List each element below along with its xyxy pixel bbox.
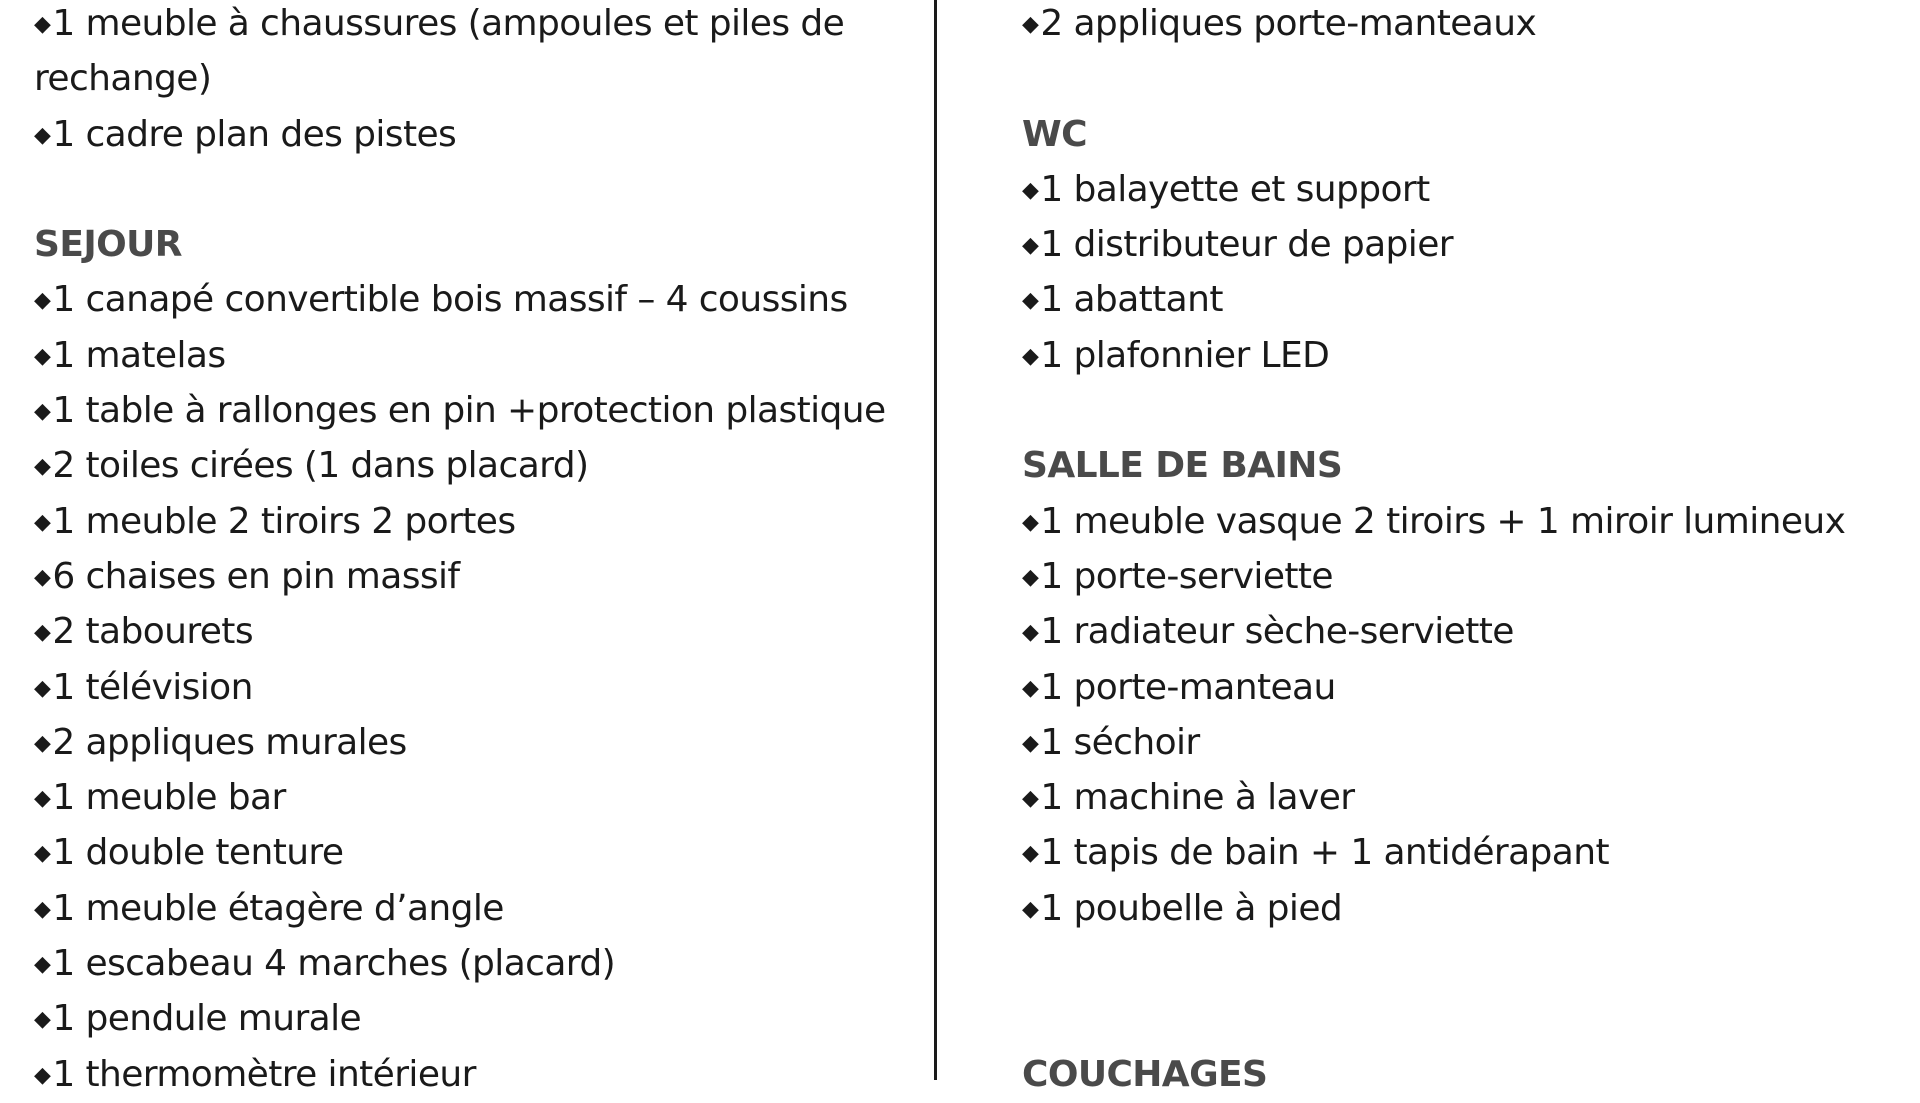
list-item bbox=[1022, 272, 1902, 327]
left-column bbox=[34, 0, 934, 1102]
list-item bbox=[1022, 660, 1902, 715]
bullet-icon: ◆ bbox=[1022, 786, 1039, 812]
list-item-text: 1 plafonnier LED bbox=[1040, 334, 1330, 376]
section-heading bbox=[34, 217, 934, 272]
list-item-text: 1 thermomètre intérieur bbox=[52, 1053, 476, 1095]
list-item-text: 1 meuble étagère d’angle bbox=[52, 887, 504, 929]
list-item-text: 1 meuble bar bbox=[52, 777, 286, 819]
list-item-text: 1 balayette et support bbox=[1040, 168, 1430, 210]
list-item-text: 1 porte-manteau bbox=[1040, 666, 1336, 708]
bullet-icon: ◆ bbox=[34, 952, 51, 978]
spacer bbox=[1022, 51, 1902, 106]
bullet-icon: ◆ bbox=[34, 896, 51, 922]
list-item bbox=[34, 991, 934, 1046]
list-item bbox=[34, 936, 934, 991]
list-item bbox=[34, 494, 934, 549]
list-item bbox=[34, 825, 934, 880]
section-heading bbox=[1022, 107, 1902, 162]
list-item bbox=[1022, 770, 1902, 825]
bullet-icon: ◆ bbox=[1022, 730, 1039, 756]
list-item bbox=[34, 328, 934, 383]
bullet-icon: ◆ bbox=[34, 122, 51, 148]
list-item bbox=[34, 1047, 934, 1102]
list-item bbox=[1022, 549, 1902, 604]
list-item bbox=[34, 715, 934, 770]
list-item-text: 1 porte-serviette bbox=[1040, 555, 1333, 597]
bullet-icon: ◆ bbox=[34, 454, 51, 480]
list-item bbox=[1022, 494, 1902, 549]
bullet-icon: ◆ bbox=[34, 343, 51, 369]
bullet-icon: ◆ bbox=[1022, 564, 1039, 590]
bullet-icon: ◆ bbox=[1022, 620, 1039, 646]
list-item-text: 1 cadre plan des pistes bbox=[52, 113, 457, 155]
list-item bbox=[1022, 715, 1902, 770]
list-item bbox=[1022, 881, 1902, 936]
list-item bbox=[1022, 825, 1902, 880]
bullet-icon: ◆ bbox=[1022, 675, 1039, 701]
list-item-text: 1 machine à laver bbox=[1040, 777, 1355, 819]
list-item bbox=[1022, 328, 1902, 383]
list-item-text: 1 séchoir bbox=[1040, 721, 1200, 763]
list-item-text: 1 distributeur de papier bbox=[1040, 224, 1453, 266]
bullet-icon: ◆ bbox=[34, 12, 51, 37]
list-item-text: 1 abattant bbox=[1040, 279, 1223, 321]
list-item-text: 2 toiles cirées (1 dans placard) bbox=[52, 445, 589, 487]
list-item-text: 1 matelas bbox=[52, 334, 226, 376]
column-divider bbox=[934, 0, 937, 1080]
right-column bbox=[1022, 0, 1902, 1102]
list-item bbox=[34, 660, 934, 715]
list-item-text: 1 meuble vasque 2 tiroirs + 1 miroir lumineux bbox=[1040, 500, 1846, 542]
list-item-text: 6 chaises en pin massif bbox=[52, 555, 460, 597]
spacer bbox=[34, 162, 934, 217]
bullet-icon: ◆ bbox=[34, 841, 51, 867]
bullet-icon: ◆ bbox=[1022, 509, 1039, 535]
list-item bbox=[34, 0, 934, 51]
bullet-icon: ◆ bbox=[34, 675, 51, 701]
bullet-icon: ◆ bbox=[34, 288, 51, 314]
list-item-text: 1 télévision bbox=[52, 666, 253, 708]
section-heading-text: COUCHAGES bbox=[1022, 1053, 1268, 1095]
list-item-text: 1 radiateur sèche-serviette bbox=[1040, 611, 1514, 653]
list-item bbox=[34, 107, 934, 162]
bullet-icon: ◆ bbox=[34, 620, 51, 646]
list-item bbox=[34, 881, 934, 936]
list-item-text: 1 canapé convertible bois massif – 4 coussins bbox=[52, 279, 848, 321]
bullet-icon: ◆ bbox=[34, 1062, 51, 1088]
bullet-icon: ◆ bbox=[34, 786, 51, 812]
section-heading bbox=[1022, 438, 1902, 493]
bullet-icon: ◆ bbox=[34, 730, 51, 756]
list-item-text: 2 tabourets bbox=[52, 611, 253, 653]
bullet-icon: ◆ bbox=[34, 509, 51, 535]
list-item-text: 1 tapis de bain + 1 antidérapant bbox=[1040, 832, 1609, 874]
bullet-icon: ◆ bbox=[1022, 288, 1039, 314]
list-item-text: 1 poubelle à pied bbox=[1040, 887, 1343, 929]
list-item bbox=[34, 604, 934, 659]
list-item bbox=[34, 272, 934, 327]
bullet-icon: ◆ bbox=[1022, 177, 1039, 203]
section-heading-text: SEJOUR bbox=[34, 224, 182, 266]
list-item-text: 1 escabeau 4 marches (placard) bbox=[52, 943, 616, 985]
bullet-icon: ◆ bbox=[1022, 233, 1039, 259]
section-heading-text: SALLE DE BAINS bbox=[1022, 445, 1343, 487]
list-item bbox=[1022, 0, 1902, 51]
bullet-icon: ◆ bbox=[1022, 12, 1039, 37]
list-item bbox=[34, 549, 934, 604]
list-item-text: 1 pendule murale bbox=[52, 998, 362, 1040]
section-heading-text: WC bbox=[1022, 113, 1087, 155]
list-item bbox=[1022, 604, 1902, 659]
bullet-icon: ◆ bbox=[1022, 841, 1039, 867]
spacer bbox=[1022, 936, 1902, 991]
list-item-text: 1 meuble à chaussures (ampoules et piles de bbox=[52, 3, 845, 44]
bullet-icon: ◆ bbox=[34, 399, 51, 425]
list-item-text: 2 appliques murales bbox=[52, 721, 407, 763]
bullet-icon: ◆ bbox=[1022, 343, 1039, 369]
list-item-continuation bbox=[34, 51, 934, 106]
list-item bbox=[34, 770, 934, 825]
list-item bbox=[34, 438, 934, 493]
bullet-icon: ◆ bbox=[1022, 896, 1039, 922]
list-item-text: 2 appliques porte-manteaux bbox=[1040, 3, 1537, 44]
list-item-text: 1 double tenture bbox=[52, 832, 344, 874]
list-item-text: 1 meuble 2 tiroirs 2 portes bbox=[52, 500, 516, 542]
section-heading bbox=[1022, 1047, 1902, 1102]
list-item bbox=[1022, 162, 1902, 217]
spacer bbox=[1022, 383, 1902, 438]
list-item bbox=[34, 383, 934, 438]
list-item-text: 1 table à rallonges en pin +protection plastique bbox=[52, 390, 886, 432]
bullet-icon: ◆ bbox=[34, 564, 51, 590]
bullet-icon: ◆ bbox=[34, 1007, 51, 1033]
spacer bbox=[1022, 991, 1902, 1046]
list-item-text: rechange) bbox=[34, 58, 212, 100]
list-item bbox=[1022, 217, 1902, 272]
